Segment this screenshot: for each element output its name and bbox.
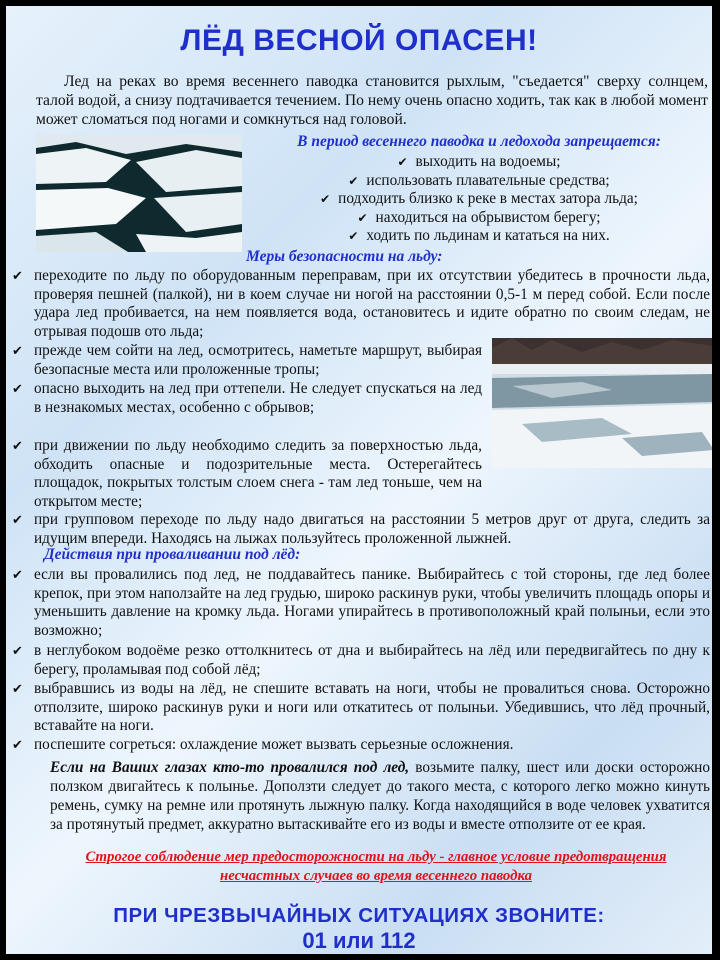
warning-note: Строгое соблюдение мер предосторожности на льду - главное условие предотвращения несчастных случаев во время весеннего паводка — [85, 849, 667, 884]
rescue-paragraph — [50, 758, 710, 834]
prohibited-heading: В период весеннего паводка и ледохода запрещается: — [297, 133, 661, 150]
safety-item: ✔ опасно выходить на лед при оттепели. Не следует спускаться на лед в незнакомых местах, особенно с обрывов; — [34, 380, 482, 417]
poster — [6, 6, 712, 954]
page-title: ЛЁД ВЕСНОЙ ОПАСЕН! — [180, 24, 538, 57]
rescue-lead: Если на Ваших глазах кто-то провалился под лед, — [50, 759, 410, 776]
actions-item: ✔ выбравшись из воды на лёд, не спешите вставать на ноги, чтобы не провалиться снова. Осторожно отползите, широко раскинув руки и ноги или откатитесь от полыньи. Убедившись, что лёд прочный, вставайте на ноги. — [34, 680, 710, 736]
actions-heading: Действия при проваливании под лёд: — [44, 546, 301, 563]
safety-item: ✔ прежде чем сойти на лед, осмотритесь, наметьте маршрут, выбирая безопасные места или проложенные тропы; — [34, 342, 482, 379]
emergency-numbers: 01 или 112 — [302, 928, 416, 953]
prohibited-item: ✔ выходить на водоемы; — [246, 153, 712, 172]
melting-river-photo — [492, 338, 712, 468]
intro-paragraph: Лед на реках во время весеннего паводка становится рыхлым, "съедается" сверху солнцем, талой водой, а снизу подтачивается течением. По нему очень опасно ходить, так как в любой момент может сломаться под ногами и сомкнуться над головой. — [36, 73, 708, 128]
safety-item: ✔ при групповом переходе по льду надо двигаться на расстоянии 5 метров друг от друга, следить за идущим впереди. Находясь на лыжах пользуйтесь проложенной лыжней. — [34, 511, 710, 548]
rescue-text: возьмите палку, шест или доски осторожно ползком двигайтесь к полынье. Доползти следует до такого места, с которого легко можно кинуть ремень, сумку на ремне или протянуть лыжную палку. Когда находящийся в воде человек ухватится за протянутый предмет, аккуратно вытаскивайте его из воды и вместе отползите от ее края. — [50, 759, 710, 833]
actions-item: ✔ если вы провалились под лед, не поддавайтесь панике. Выбирайтесь с той стороны, где лед более крепок, при этом наползайте на лед грудью, широко раскинув руки, чтобы увеличить площадь опоры и уменьшить давление на кромку льда. Ногами упирайтесь в противоположный край полыньи, если это возможно; — [34, 566, 710, 640]
prohibited-list — [246, 153, 712, 246]
actions-item: ✔ поспешите согреться: охлаждение может вызвать серьезные осложнения. — [34, 736, 710, 755]
emergency-heading: ПРИ ЧРЕЗВЫЧАЙНЫХ СИТУАЦИЯХ ЗВОНИТЕ: — [113, 904, 605, 927]
prohibited-item: ✔ ходить по льдинам и кататься на них. — [246, 227, 712, 246]
prohibited-item: ✔ подходить близко к реке в местах затора льда; — [246, 190, 712, 209]
safety-item: ✔ при движении по льду необходимо следить за поверхностью льда, обходить опасные и подозрительные места. Остерегайтесь площадок, покрытых толстым слоем снега - там лед тоньше, чем на открытом месте; — [34, 437, 482, 511]
safety-item: ✔ переходите по льду по оборудованным переправам, при их отсутствии убедитесь в прочности льда, проверяя пешней (палкой), ни в коем случае ни ногой на расстоянии 0,5-1 м перед собой. Если после удара лед пробивается, на нем появляется вода, остановитесь и идите обратно по своим следам, не отрывая подошв ото льда; — [34, 267, 710, 341]
prohibited-item: ✔ находиться на обрывистом берегу; — [246, 209, 712, 228]
prohibited-item: ✔ использовать плавательные средства; — [246, 172, 712, 191]
ice-floes-photo — [36, 134, 242, 252]
actions-item: ✔ в неглубоком водоёме резко оттолкнитесь от дна и выбирайтесь на лёд или передвигайтесь по дну к берегу, проламывая под собой лёд; — [34, 642, 710, 679]
safety-heading: Меры безопасности на льду: — [246, 248, 443, 265]
